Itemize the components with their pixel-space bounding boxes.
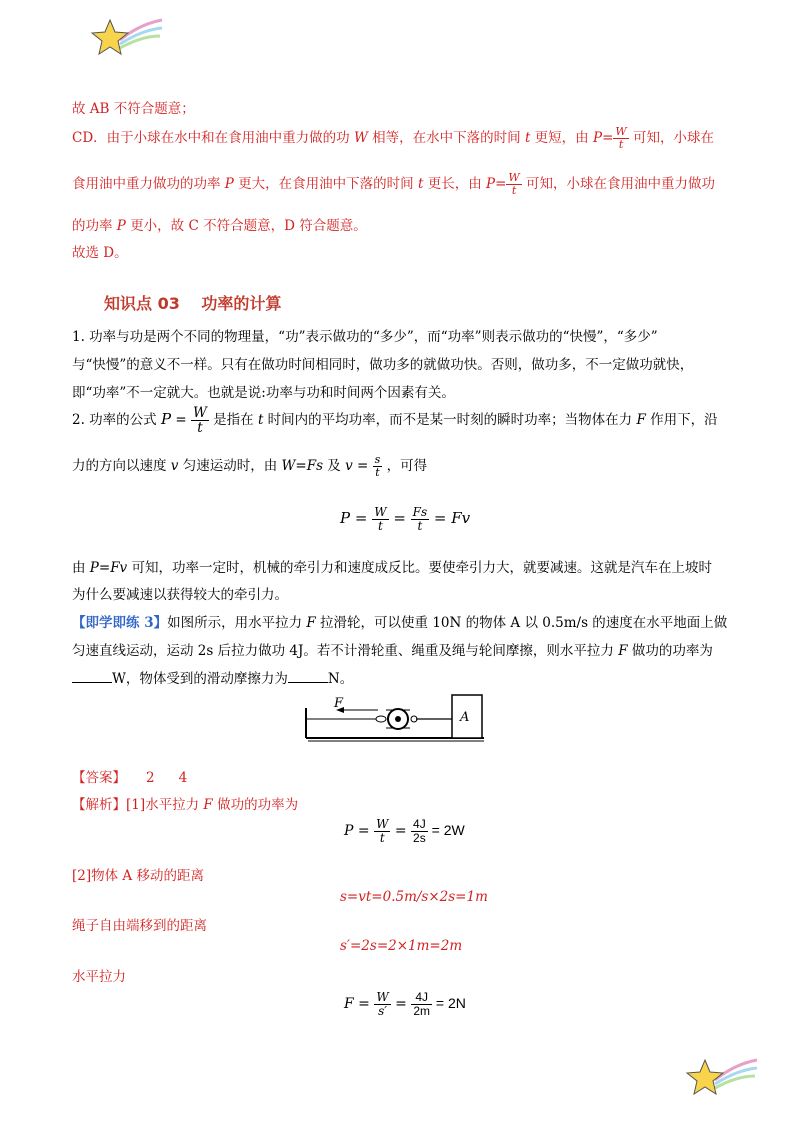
- text-line: 的功率 P 更小，故 C 不符合题意，D 符合题意。: [72, 218, 367, 234]
- fraction: $\frac{W}{t}$: [615, 125, 627, 151]
- fraction: $\frac{W}{t}$: [508, 171, 520, 197]
- equation-distance: s=vt=0.5m/s×2s=1m: [340, 889, 488, 905]
- text-line: 匀速直线运动，运动 2s 后拉力做功 4J。若不计滑轮重、绳重及绳与轮间摩擦，则水平拉力 F 做功的功率为: [72, 643, 713, 659]
- force-label: F: [334, 696, 344, 711]
- answer-blank: [72, 670, 112, 683]
- equation-rope-distance: s′=2s=2×1m=2m: [340, 938, 463, 954]
- text-line: 即“功率”不一定就大。也就是说:功率与功和时间两个因素有关。: [72, 385, 455, 401]
- text-line: 力的方向以速度 v 匀速运动时，由 W=Fs 及 v = $\frac{s}{t}$ ，可得: [72, 453, 428, 479]
- text-line: 故选 D。: [72, 245, 128, 261]
- text-line: 食用油中重力做功的功率 P 更大，在食用油中下落的时间 t 更长，由 P= $\frac{W}{t}$ 可知，小球在食用油中重力做功: [72, 171, 716, 197]
- text-line: 绳子自由端移到的距离: [72, 918, 207, 934]
- text-line: 为什么要减速以获得较大的牵引力。: [72, 587, 288, 603]
- answer-line: 【答案】 2 4: [72, 770, 188, 786]
- answer-blank: [288, 670, 328, 683]
- text-line: CD．由于小球在水中和在食用油中重力做的功 W 相等，在水中下落的时间 t 更短，由 P= $\frac{W}{t}$ 可知，小球在: [72, 125, 714, 151]
- equation-force: F = $\frac{W}{s'}$ = $\frac{4J}{2m}$ = 2N: [344, 990, 466, 1018]
- analysis-line: 【解析】[1]水平拉力 F 做功的功率为: [72, 797, 299, 813]
- fraction: $\frac{4J}{2s}$: [413, 817, 426, 845]
- fraction: $\frac{W}{t}$: [374, 505, 387, 533]
- fraction: $\frac{s}{t}$: [374, 453, 381, 479]
- fraction: $\frac{W}{s'}$: [376, 990, 389, 1018]
- fraction: $\frac{W}{t}$: [192, 405, 207, 437]
- block-label: A: [460, 710, 470, 725]
- text-line: 1. 功率与功是两个不同的物理量，“功”表示做功的“多少”，而“功率”则表示做功的“快慢”，“多少”: [72, 329, 658, 345]
- fraction: $\frac{W}{t}$: [376, 817, 389, 845]
- fraction: $\frac{4J}{2m}$: [413, 990, 431, 1018]
- shooting-star-icon: [90, 12, 165, 60]
- fraction: $\frac{Fs}{t}$: [412, 505, 428, 533]
- text-line: 与“快慢”的意义不一样。只有在做功时间相同时，做功多的就做功快。否则，做功多，不一定做功就快，: [72, 357, 694, 373]
- text-line: [2]物体 A 移动的距离: [72, 868, 204, 884]
- text-line: 水平拉力: [72, 969, 126, 985]
- shooting-star-icon: [685, 1052, 760, 1100]
- exercise-tag: 【即学即练 3】: [72, 615, 168, 631]
- section-heading: 知识点 03 功率的计算: [104, 294, 282, 313]
- text-line: 由 P=Fv 可知，功率一定时，机械的牵引力和速度成反比。要使牵引力大，就要减速。这就是汽车在上坡时: [72, 560, 712, 576]
- text-line: 故 AB 不符合题意；: [72, 101, 195, 117]
- text-line: 2. 功率的公式 P = $\frac{W}{t}$ 是指在 t 时间内的平均功率，而不是某一时刻的瞬时功率；当物体在力 F 作用下，沿: [72, 405, 718, 437]
- pulley-figure: [298, 690, 490, 752]
- equation-power: P = $\frac{W}{t}$ = $\frac{4J}{2s}$ = 2W: [344, 817, 465, 845]
- text-line: W，物体受到的滑动摩擦力为 N。: [72, 667, 353, 687]
- text-line: 【即学即练 3】如图所示，用水平拉力 F 拉滑轮，可以使重 10N 的物体 A 以 0.5m/s 的速度在水平地面上做: [72, 615, 728, 631]
- power-formula: P = $\frac{W}{t}$ = $\frac{Fs}{t}$ = Fv: [340, 505, 471, 533]
